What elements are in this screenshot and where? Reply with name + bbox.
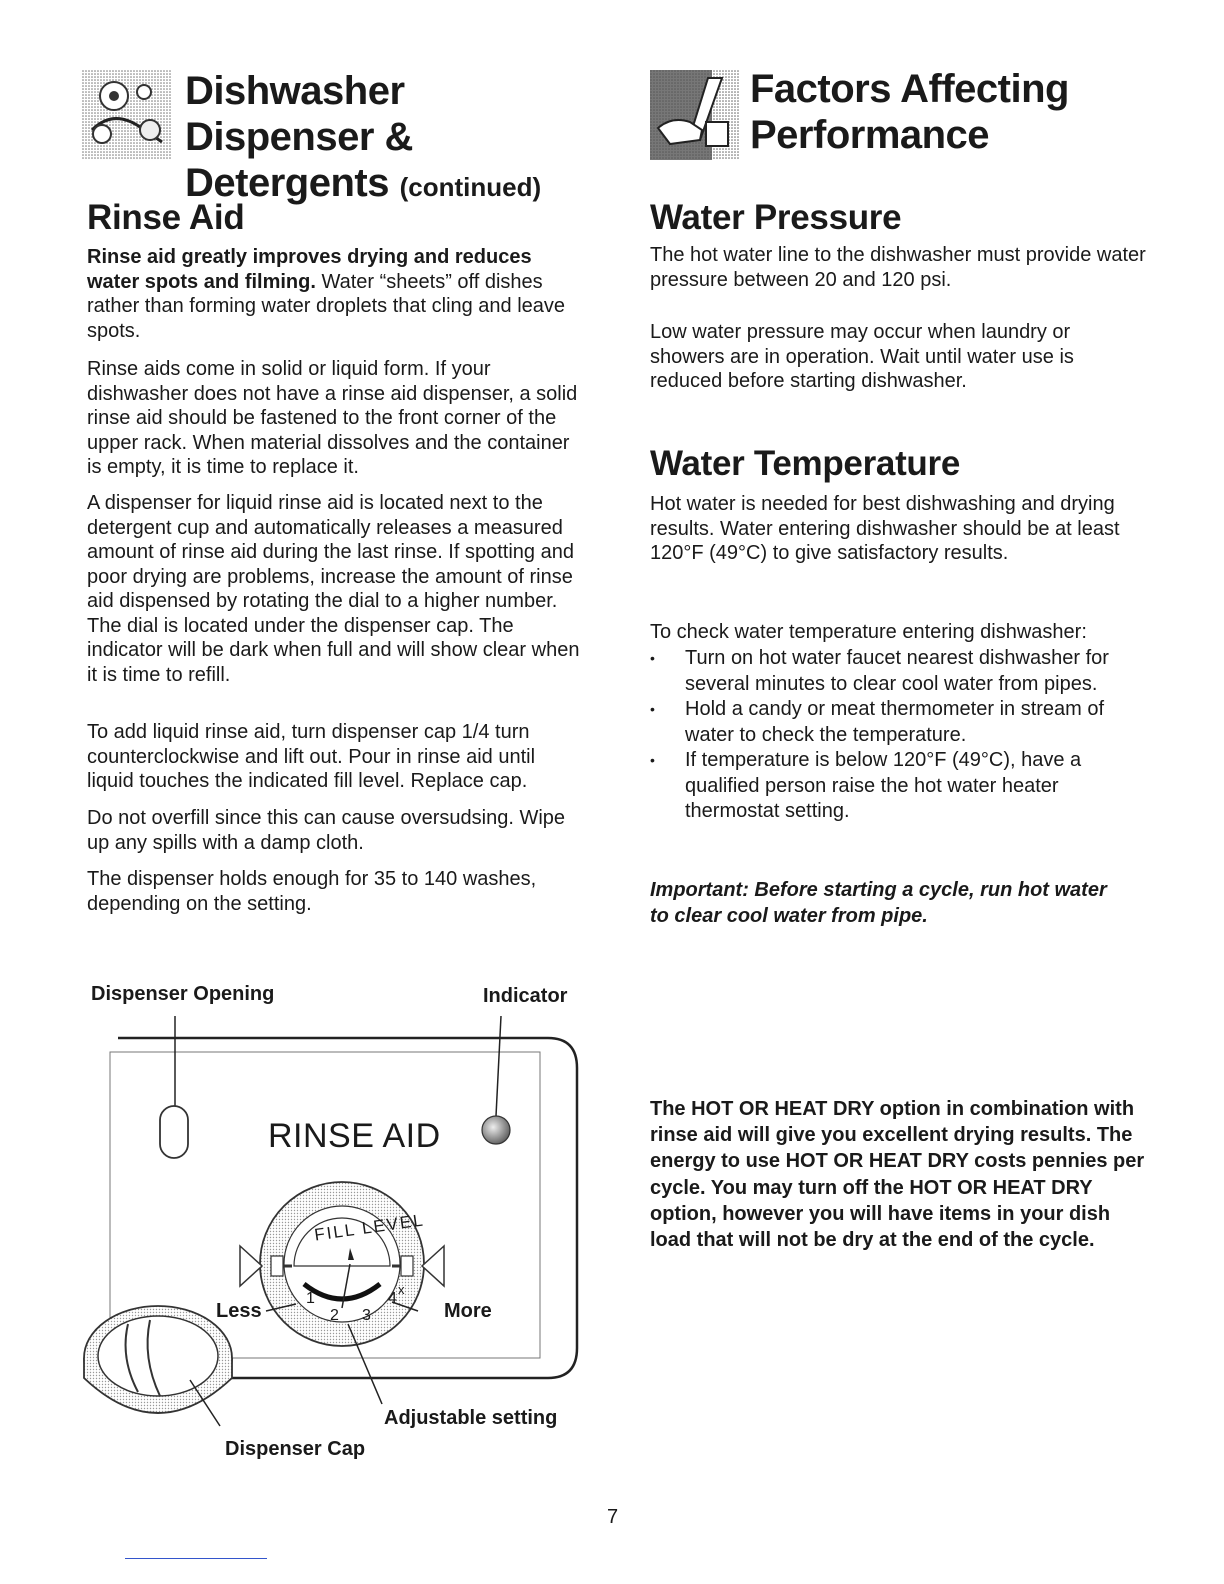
paragraph: Hot water is needed for best dishwashing and drying results. Water entering dishwasher should be at least 120°F (49°C) to give satisfactory results. (650, 493, 1120, 564)
paragraph: Do not overfill since this can cause oversudsing. Wipe up any spills with a damp cloth. (87, 807, 566, 854)
page-number: 7 (607, 1506, 619, 1528)
list-item: • Hold a candy or meat thermometer in stream of water to check the temperature. (650, 697, 1135, 748)
label-dispenser-cap: Dispenser Cap (225, 1438, 366, 1460)
important-note: Important: Before starting a cycle, run hot water to clear cool water from pipe. (650, 879, 1107, 927)
paragraph: The dispenser holds enough for 35 to 140 washes, depending on the setting. (87, 868, 537, 915)
paragraph: Rinse aids come in solid or liquid form. If your dishwasher does not have a rinse aid dispenser, a solid rinse aid should be fastened to the front corner of the upper rack. When material dissolves and the container is empty, it is time to replace it. (87, 358, 578, 478)
paragraph: A dispenser for liquid rinse aid is located next to the detergent cup and automatically releases a measured amount of rinse aid during the last rinse. If spotting and poor drying are problems, increase the amount of rinse aid dispensed by rotating the dial to a higher number. The dial is located under the dispenser cap. The indicator will be dark when full and will show clear when it is time to refill. (87, 492, 580, 686)
paragraph: To check water temperature entering dishwasher: (650, 621, 1087, 643)
paragraph (87, 245, 587, 343)
label-less: Less (216, 1300, 262, 1322)
paragraph: To add liquid rinse aid, turn dispenser cap 1/4 turn counterclockwise and lift out. Pour in rinse aid until liquid touches the indicated fill level. Replace cap. (87, 721, 536, 792)
dial-setting-3: 3 (362, 1307, 371, 1324)
temperature-check-list (650, 646, 1135, 825)
title-line: Factors Affecting (750, 67, 1069, 111)
dial-fill-level-label: FILL LEVEL (313, 1210, 426, 1245)
list-item: • Turn on hot water faucet nearest dishwasher for several minutes to clear cool water from pipes. (650, 646, 1135, 697)
heat-dry-note: The HOT OR HEAT DRY option in combination with rinse aid will give you excellent drying results. The energy to use HOT OR HEAT DRY costs pennies per cycle. You may turn off the HOT OR HEAT DRY option, however you will have items in your dish load that will not be dry at the end of the cycle. (650, 1098, 1145, 1252)
label-indicator: Indicator (483, 985, 568, 1007)
panel-rinse-aid-label: RINSE AID (268, 1117, 441, 1155)
heading-water-pressure: Water Pressure (650, 198, 902, 237)
label-dispenser-opening: Dispenser Opening (91, 983, 275, 1005)
heading-water-temperature: Water Temperature (650, 444, 960, 483)
dial-setting-4: 4 (388, 1290, 397, 1307)
paragraph: Low water pressure may occur when laundry or showers are in operation. Wait until water use is reduced before starting dishwasher. (650, 321, 1074, 392)
label-adjustable-setting: Adjustable setting (384, 1407, 558, 1429)
dishwasher-dispenser-icon (82, 70, 172, 160)
title-line: Dispenser & (185, 115, 413, 159)
title-line: Dishwasher (185, 69, 405, 113)
dial-setting-1: 1 (306, 1290, 315, 1307)
bold-intro: Rinse aid greatly improves drying and reduces water spots and filming. (87, 246, 532, 293)
dial-setting-max: x (398, 1282, 405, 1297)
dial-setting-2: 2 (330, 1307, 339, 1324)
continued-label: (continued) (399, 172, 542, 202)
heading-rinse-aid: Rinse Aid (87, 198, 245, 237)
list-item: • If temperature is below 120°F (49°C), have a qualified person raise the hot water heater thermostat setting. (650, 748, 1135, 825)
title-line: Detergents (185, 161, 389, 205)
title-line: Performance (750, 113, 990, 157)
paragraph-text: Water “sheets” off dishes rather than forming water droplets that cling and leave spots. (87, 270, 566, 342)
paragraph: The hot water line to the dishwasher must provide water pressure between 20 and 120 psi. (650, 244, 1146, 291)
section-title-dispenser (185, 68, 541, 210)
section-title-factors (750, 66, 1069, 158)
hand-adjusting-icon (650, 70, 740, 160)
footer-rule (125, 1558, 267, 1559)
label-more: More (444, 1300, 492, 1322)
